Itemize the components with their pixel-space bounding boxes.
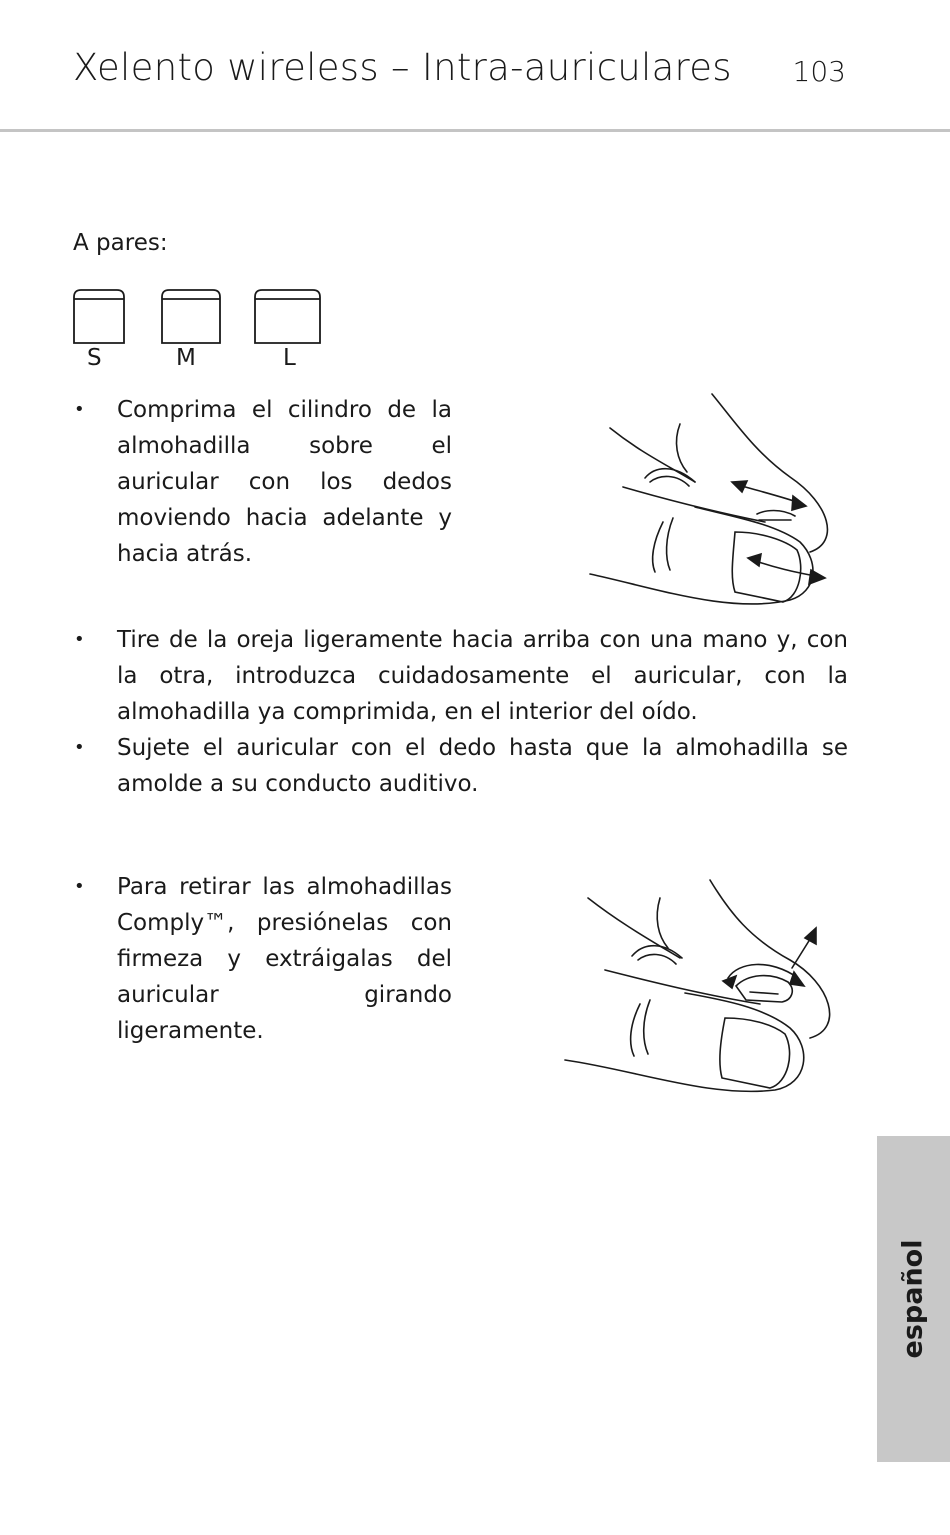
page-number: 103 <box>792 55 846 88</box>
size-label-l: L <box>283 345 296 371</box>
bullet-marker: • <box>74 399 85 420</box>
compress-ear-tip-illustration <box>585 392 835 617</box>
bullet-marker: • <box>74 737 85 758</box>
instruction-compress <box>74 392 452 572</box>
ear-tip-medium-icon <box>162 290 220 343</box>
bullet-marker: • <box>74 629 85 650</box>
instruction-insert <box>74 622 848 730</box>
ear-tip-large-icon <box>255 290 320 343</box>
remove-ear-tip-illustration <box>560 878 840 1108</box>
page-header-title: Xelento wireless – Intra-auriculares <box>73 46 732 89</box>
instruction-text: Para retirar las almohadillas Comply™, presiónelas con firmeza y extráigalas del auricular girando ligeramente. <box>117 874 452 1044</box>
instruction-hold <box>74 730 848 802</box>
pairs-label: A pares: <box>73 230 168 256</box>
instruction-text: Sujete el auricular con el dedo hasta que la almohadilla se amolde a su conducto auditivo. <box>117 735 848 797</box>
language-tab-label: español <box>897 1239 929 1359</box>
instruction-remove <box>74 869 452 1049</box>
size-label-m: M <box>176 345 196 371</box>
language-tab <box>877 1136 950 1462</box>
bullet-marker: • <box>74 876 85 897</box>
size-label-s: S <box>87 345 102 371</box>
instruction-text: Tire de la oreja ligeramente hacia arriba con una mano y, con la otra, introduzca cuidadosamente el auricular, con la almohadilla ya comprimida, en el interior del oído. <box>117 627 848 725</box>
header-divider <box>0 129 950 132</box>
ear-tip-sizes-illustration <box>73 289 333 349</box>
ear-tip-small-icon <box>74 290 124 343</box>
instruction-text: Comprima el cilindro de la almohadilla sobre el auricular con los dedos moviendo hacia adelante y hacia atrás. <box>117 397 452 567</box>
